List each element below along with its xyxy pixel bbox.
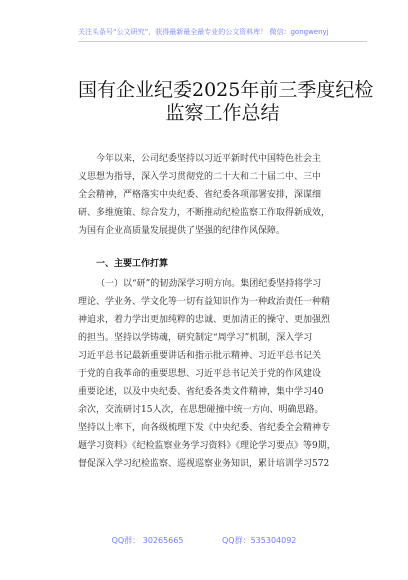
header-note: 关注头条号“公文研究”，获得最新最全最专业的公文资料库！ 微信：gongwenyj	[78, 28, 329, 36]
intro-line: 今年以来，公司纪委坚持以习近平新时代中国特色社会主	[96, 154, 322, 164]
section-line: 督促深入学习纪检监察、巡视巡察业务知识，累计培训学习572	[78, 459, 330, 469]
footer	[0, 536, 408, 546]
intro-paragraph	[78, 150, 367, 240]
section-line: 理论、学业务、学文化等一切有益知识作为一种政治责任一种精	[78, 297, 331, 307]
section-line: 题学习资料》《纪检监察业务学习资料》《理论学习要点》等9期，	[78, 441, 336, 451]
section-line: 于党的自我革命的重要思想、习近平总书记关于党的作风建设	[78, 369, 322, 379]
section-line: 神追求，着力学出更加纯粹的忠诚、更加清正的操守、更加强烈	[78, 315, 331, 325]
header-divider	[78, 41, 367, 42]
section-line: 坚持以上率下，向各级梳理下发《中央纪委、省纪委全会精神专	[78, 423, 331, 433]
intro-line: 义思想为指导，深入学习贯彻党的二十大和二十届二中、三中	[78, 172, 322, 182]
section-line: （一）以“研”的韧劲深学习明方向。集团纪委坚持将学习	[96, 279, 322, 289]
intro-line: 研、多维施策、综合发力，不断推动纪检监察工作取得新成效，	[78, 208, 331, 218]
section-line: 重要论述，以及中央纪委、省纪委各类文件精神，集中学习40	[78, 387, 324, 397]
section-paragraph	[78, 275, 367, 473]
section-heading: 一、主要工作打算	[96, 259, 169, 269]
section-line: 习近平总书记最新重要讲话和指示批示精神、习近平总书记关	[78, 351, 322, 361]
footer-qq-group-1: QQ群： 30265665	[111, 536, 184, 545]
title-line-1: 国有企业纪委2025年前三季度纪检	[78, 79, 374, 101]
section-line: 的担当。坚持以学铸魂，研究制定“周学习”机制，深入学习	[78, 333, 313, 343]
section-line: 余次，交流研讨15人次，在思想碰撞中统一方向、明确思路。	[78, 405, 324, 415]
title-line-2: 监察工作总结	[165, 102, 280, 124]
intro-line: 为国有企业高质量发展提供了坚强的纪律作风保障。	[78, 226, 286, 236]
intro-line: 全会精神，严格落实中央纪委、省纪委各项部署安排，深谋细	[78, 190, 322, 200]
footer-qq-group-2: QQ群：535304092	[222, 536, 297, 545]
page-title	[78, 79, 374, 125]
